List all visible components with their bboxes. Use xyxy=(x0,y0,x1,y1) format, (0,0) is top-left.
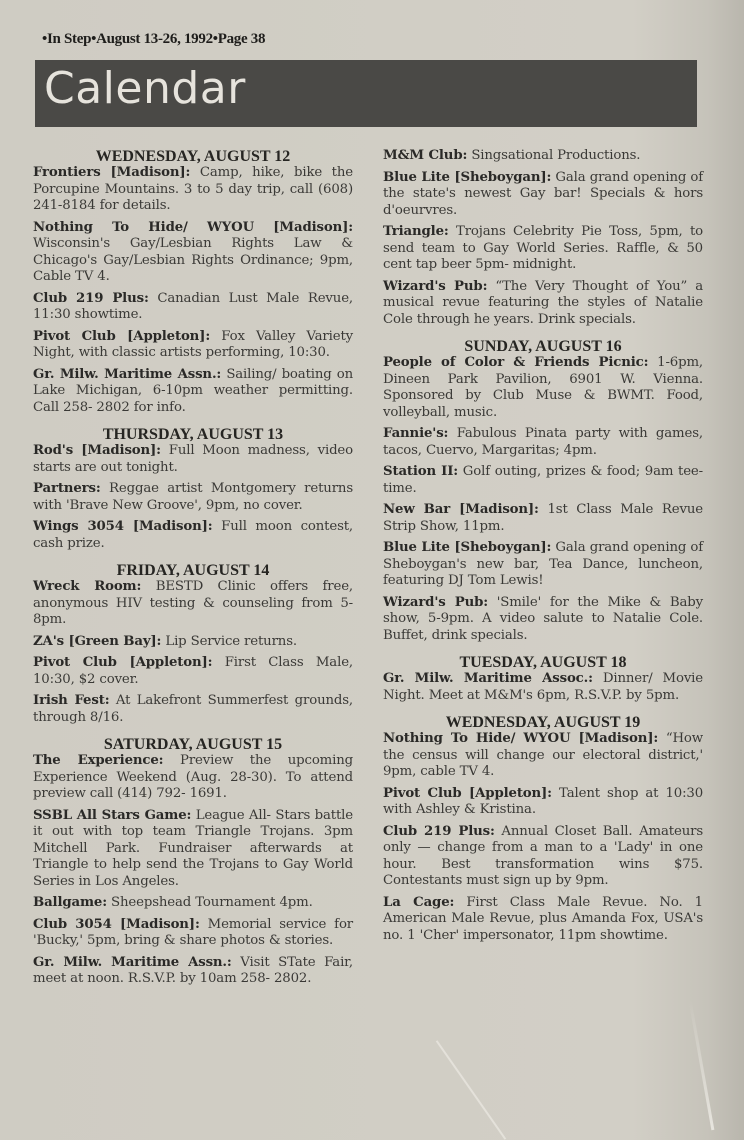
event-description: Preview the upcoming Experience Weekend (Aug. 28-30). To attend preview call (414) 792- 1691. xyxy=(33,753,354,801)
calendar-entry xyxy=(33,329,353,362)
event-description: Reggae artist Montgomery returns with 'Brave New Groove', 9pm, no cover. xyxy=(33,481,353,513)
day-section xyxy=(383,654,703,704)
day-header: TUESDAY, AUGUST 18 xyxy=(459,654,627,671)
event-description: League All- Stars battle it out with top team Triangle Trojans. 3pm Mitchell Park. Fundraiser afterwards at Triangle to help send the Trojans to Gay World Series in Los Angeles. xyxy=(33,807,354,889)
calendar-entry xyxy=(33,519,353,552)
event-description: Singsational Productions. xyxy=(471,148,641,163)
day-header: THURSDAY, AUGUST 13 xyxy=(102,426,284,443)
event-description: Full Moon madness, video starts are out tonight. xyxy=(33,443,354,475)
day-header: FRIDAY, AUGUST 14 xyxy=(116,562,270,579)
event-description: Camp, hike, bike the Porcupine Mountains. 3 to 5 day trip, call (608) 241-8184 for details. xyxy=(33,165,353,213)
calendar-entry xyxy=(383,148,703,165)
venue-name: Wizard's Pub: xyxy=(383,278,488,294)
calendar-entry xyxy=(383,426,703,459)
calendar-entry xyxy=(383,279,703,329)
calendar-entry xyxy=(383,170,703,220)
event-description: Wisconsin's Gay/Lesbian Rights Law & Chicago's Gay/Lesbian Rights Ordinance; 9pm, Cable TV 4. xyxy=(33,236,353,284)
venue-name: Triangle: xyxy=(383,224,449,239)
venue-name: Club 219 Plus: xyxy=(33,290,149,306)
calendar-entry xyxy=(33,443,353,476)
calendar-entry xyxy=(383,224,703,274)
event-description: Lip Service returns. xyxy=(165,633,297,649)
venue-name: Ballgame: xyxy=(33,895,107,910)
day-header: WEDNESDAY, AUGUST 12 xyxy=(95,148,291,165)
calendar-entry xyxy=(383,595,703,645)
event-description: Sailing/ boating on Lake Michigan, 6-10pm weather permitting. Call 258- 2802 for info. xyxy=(33,366,354,415)
calendar-entry xyxy=(33,291,353,324)
event-description: Visit STate Fair, meet at noon. R.S.V.P. by 10am 258- 2802. xyxy=(33,954,353,986)
day-section xyxy=(33,736,353,988)
venue-name: Wings 3054 [Madison]: xyxy=(33,519,213,534)
event-description: Fabulous Pinata party with games, tacos, Cuervo, Margaritas; 4pm. xyxy=(383,426,703,458)
event-description: 1st Class Male Revue Strip Show, 11pm. xyxy=(383,502,703,534)
venue-name: People of Color & Friends Picnic: xyxy=(383,355,649,370)
calendar-entry xyxy=(33,579,353,629)
venue-name: M&M Club: xyxy=(383,148,468,163)
venue-name: Nothing To Hide/ WYOU [Madison]: xyxy=(383,731,659,746)
event-description: “How the census will change our electoral district,' 9pm, cable TV 4. xyxy=(383,731,703,779)
venue-name: Pivot Club [Appleton]: xyxy=(33,328,211,344)
calendar-entry xyxy=(33,367,353,417)
calendar-entry xyxy=(33,165,353,215)
left-column xyxy=(33,148,353,998)
day-section xyxy=(383,148,703,328)
event-description: Annual Closet Ball. Amateurs only — change from a man to a 'Lady' in one hour. Best transformation wins $75. Contestants must sign up by 9pm. xyxy=(383,823,704,888)
calendar-entry xyxy=(383,895,703,945)
event-description: First Class Male, 10:30, $2 cover. xyxy=(33,655,353,687)
calendar-entry xyxy=(383,502,703,535)
calendar-entry xyxy=(33,693,353,726)
event-description: Trojans Celebrity Pie Toss, 5pm, to send team to Gay World Series. Raffle, & 50 cent tap beer 5pm- midnight. xyxy=(383,224,704,272)
day-section xyxy=(33,426,353,552)
running-head: •In Step•August 13-26, 1992•Page 38 xyxy=(42,31,266,47)
event-description: Full moon contest, cash prize. xyxy=(33,519,354,551)
event-description: 'Smile' for the Mike & Baby show, 5-9pm. A video salute to Natalie Cole. Buffet, drink specials. xyxy=(383,594,703,643)
venue-name: Pivot Club [Appleton]: xyxy=(383,785,552,801)
calendar-entry xyxy=(33,634,353,651)
calendar-entry xyxy=(383,824,703,890)
calendar-entry xyxy=(33,753,353,803)
venue-name: Blue Lite [Sheboygan]: xyxy=(383,169,552,185)
venue-name: Club 3054 [Madison]: xyxy=(33,916,200,932)
calendar-entry xyxy=(33,917,353,950)
day-section xyxy=(383,338,703,644)
venue-name: Irish Fest: xyxy=(33,693,110,708)
day-section xyxy=(33,148,353,416)
calendar-banner xyxy=(35,60,697,127)
event-description: Canadian Lust Male Revue, 11:30 showtime. xyxy=(33,290,353,322)
day-header: SUNDAY, AUGUST 16 xyxy=(464,338,622,355)
venue-name: Blue Lite [Sheboygan]: xyxy=(383,540,552,555)
venue-name: New Bar [Madison]: xyxy=(383,502,539,517)
venue-name: La Cage: xyxy=(383,894,455,910)
event-description: Talent shop at 10:30 with Ashley & Kristina. xyxy=(383,785,704,817)
page-title: Calendar xyxy=(44,63,246,114)
event-description: At Lakefront Summerfest grounds, through 8/16. xyxy=(33,693,354,725)
venue-name: Wizard's Pub: xyxy=(383,594,488,610)
event-description: Fox Valley Variety Night, with classic artists performing, 10:30. xyxy=(33,328,353,360)
venue-name: Rod's [Madison]: xyxy=(33,443,161,458)
venue-name: Partners: xyxy=(33,481,101,496)
event-description: Memorial service for 'Bucky,' 5pm, bring & share photos & stories. xyxy=(33,916,354,948)
paper-crease xyxy=(436,1040,506,1139)
paper-crease xyxy=(689,1001,715,1131)
venue-name: Gr. Milw. Maritime Assn.: xyxy=(33,366,222,382)
venue-name: ZA's [Green Bay]: xyxy=(33,633,162,649)
calendar-entry xyxy=(383,464,703,497)
event-description: Gala grand opening of Sheboygan's new bar, Tea Dance, luncheon, featuring DJ Tom Lewis! xyxy=(383,540,704,588)
calendar-entry xyxy=(33,655,353,688)
calendar-entry xyxy=(33,808,353,891)
venue-name: Wreck Room: xyxy=(33,579,142,594)
venue-name: Pivot Club [Appleton]: xyxy=(33,655,213,670)
venue-name: Station II: xyxy=(383,464,459,479)
event-description: 1-6pm, Dineen Park Pavilion, 6901 W. Vienna. Sponsored by Club Muse & BWMT. Food, volleyball, music. xyxy=(383,355,704,420)
day-section xyxy=(383,714,703,944)
calendar-entry xyxy=(33,895,353,912)
event-description: “The Very Thought of You” a musical revue featuring the styles of Natalie Cole through he years. Drink specials. xyxy=(383,278,703,327)
calendar-entry xyxy=(383,540,703,590)
calendar-entry xyxy=(33,220,353,286)
venue-name: Gr. Milw. Maritime Assoc.: xyxy=(383,671,593,686)
event-description: Golf outing, prizes & food; 9am tee-time. xyxy=(383,464,703,496)
venue-name: Gr. Milw. Maritime Assn.: xyxy=(33,954,232,970)
calendar-entry xyxy=(383,671,703,704)
event-description: Sheepshead Tournament 4pm. xyxy=(111,895,313,910)
venue-name: Nothing To Hide/ WYOU [Madison]: xyxy=(33,219,353,235)
event-description: First Class Male Revue. No. 1 American Male Revue, plus Amanda Fox, USA's no. 1 'Cher' impersonator, 11pm showtime. xyxy=(383,894,703,943)
calendar-entry xyxy=(383,786,703,819)
calendar-entry xyxy=(33,481,353,514)
day-header: WEDNESDAY, AUGUST 19 xyxy=(445,714,641,731)
calendar-entry xyxy=(33,955,353,988)
day-header: SATURDAY, AUGUST 15 xyxy=(103,736,283,753)
event-description: BESTD Clinic offers free, anonymous HIV testing & counseling from 5-8pm. xyxy=(33,579,354,627)
venue-name: The Experience: xyxy=(33,753,164,768)
calendar-entry xyxy=(383,355,703,421)
venue-name: Club 219 Plus: xyxy=(383,823,495,839)
venue-name: SSBL All Stars Game: xyxy=(33,807,192,823)
calendar-entry xyxy=(383,731,703,781)
event-description: Gala grand opening of the state's newest Gay bar! Specials & hors d'oeurvres. xyxy=(383,169,704,218)
event-description: Dinner/ Movie Night. Meet at M&M's 6pm, R.S.V.P. by 5pm. xyxy=(383,671,704,703)
venue-name: Frontiers [Madison]: xyxy=(33,165,191,180)
venue-name: Fannie's: xyxy=(383,426,449,441)
right-column xyxy=(383,148,703,954)
day-section xyxy=(33,562,353,726)
